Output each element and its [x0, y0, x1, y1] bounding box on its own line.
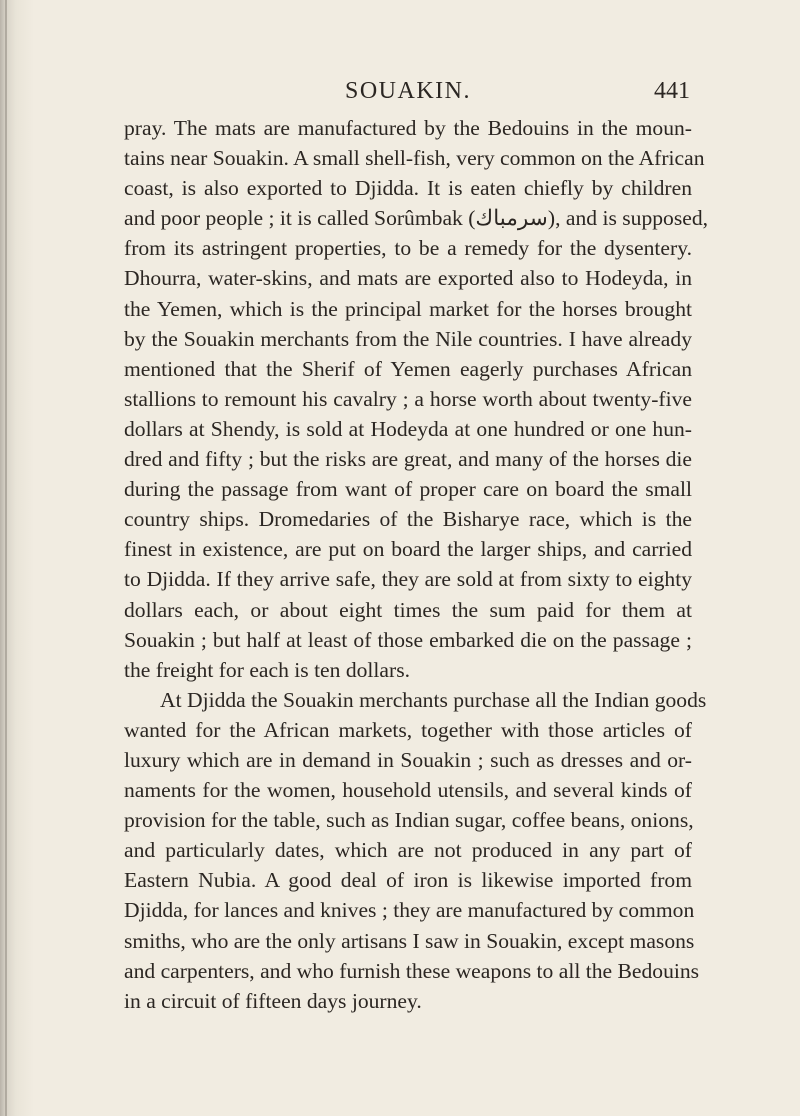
text-line: luxury which are in demand in Souakin ; such as dresses and or-: [124, 747, 692, 772]
text-line: country ships. Dromedaries of the Bisharye race, which is the: [124, 507, 692, 532]
text-line: to Djidda. If they arrive safe, they are sold at from sixty to eighty: [124, 567, 692, 592]
page-number: 441: [654, 78, 690, 104]
text-line: dollars each, or about eight times the sum paid for them at: [124, 597, 692, 622]
text-line: naments for the women, household utensils, and several kinds of: [124, 778, 692, 803]
text-line: coast, is also exported to Djidda. It is eaten chiefly by children: [124, 176, 692, 201]
text-line: stallions to remount his cavalry ; a horse worth about twenty-five: [124, 386, 692, 411]
text-line: provision for the table, such as Indian sugar, coffee beans, onions,: [124, 808, 694, 833]
text-line: mentioned that the Sherif of Yemen eagerly purchases African: [124, 356, 692, 381]
text-line: in a circuit of fifteen days journey.: [124, 988, 422, 1013]
text-line: smiths, who are the only artisans I saw in Souakin, except masons: [124, 928, 695, 953]
text-line: dollars at Shendy, is sold at Hodeyda at one hundred or one hun-: [124, 416, 692, 441]
text-line: At Djidda the Souakin merchants purchase all the Indian goods: [160, 687, 707, 712]
text-line: and particularly dates, which are not produced in any part of: [124, 838, 692, 863]
running-title: SOUAKIN.: [345, 78, 471, 104]
text-line: by the Souakin merchants from the Nile countries. I have already: [124, 326, 692, 351]
text-line: Souakin ; but half at least of those embarked die on the passage ;: [124, 627, 692, 652]
text-line: from its astringent properties, to be a remedy for the dysentery.: [124, 236, 692, 261]
binding-edge: [5, 0, 7, 1116]
text-line: tains near Souakin. A small shell-fish, very common on the African: [124, 146, 705, 171]
running-head: [124, 78, 692, 108]
text-line: pray. The mats are manufactured by the Bedouins in the moun-: [124, 116, 692, 140]
text-line: Eastern Nubia. A good deal of iron is likewise imported from: [124, 868, 692, 893]
text-line: the freight for each is ten dollars.: [124, 657, 411, 682]
text-line: during the passage from want of proper care on board the small: [124, 477, 692, 502]
text-line: and carpenters, and who furnish these weapons to all the Bedouins: [124, 958, 700, 983]
text-line: Dhourra, water-skins, and mats are exported also to Hodeyda, in: [124, 266, 692, 291]
text-line: the Yemen, which is the principal market for the horses brought: [124, 296, 692, 321]
text-line: Djidda, for lances and knives ; they are manufactured by common: [124, 898, 695, 923]
body-text: [124, 113, 709, 1016]
text-line: wanted for the African markets, together with those articles of: [124, 717, 692, 742]
text-line: and poor people ; it is called Sorûmbak (سرمباك), and is supposed,: [124, 206, 709, 231]
text-line: finest in existence, are put on board the larger ships, and carried: [124, 537, 692, 562]
text-line: dred and fifty ; but the risks are great, and many of the horses die: [124, 447, 692, 472]
